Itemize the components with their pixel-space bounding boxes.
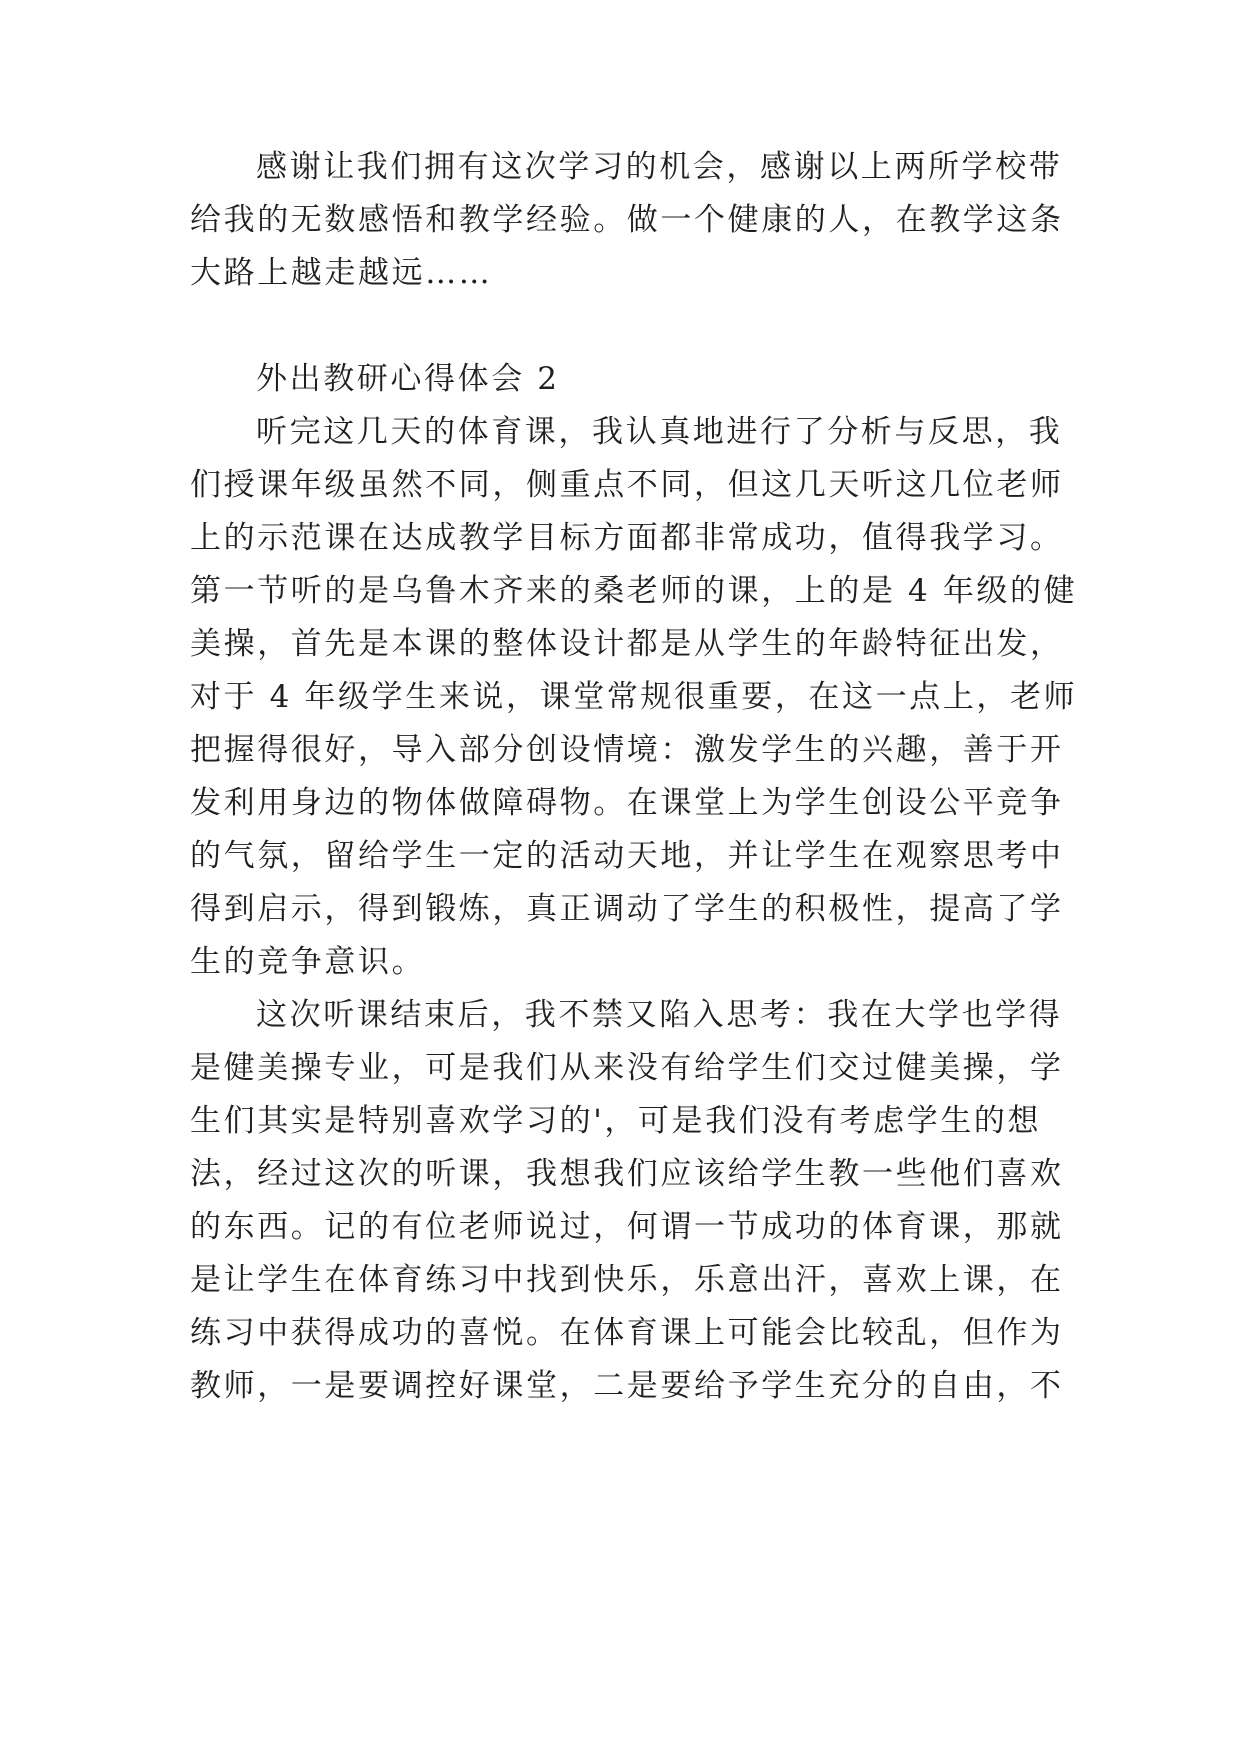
text-line: 们授课年级虽然不同，侧重点不同，但这几天听这几位老师: [190, 467, 1064, 503]
text-line: 生们其实是特别喜欢学习的'，可是我们没有考虑学生的想: [190, 1103, 1042, 1139]
text-line: 是健美操专业，可是我们从来没有给学生们交过健美操，学: [190, 1050, 1064, 1086]
text-line: 第一节听的是乌鲁木齐来的桑老师的课，上的是 4 年级的健: [190, 573, 1078, 609]
text-line: 练习中获得成功的喜悦。在体育课上可能会比较乱，但作为: [190, 1315, 1064, 1351]
text-line: 把握得很好，导入部分创设情境：激发学生的兴趣，善于开: [190, 732, 1064, 768]
section-heading: 外出教研心得体会 2: [256, 361, 560, 397]
text-line: 上的示范课在达成教学目标方面都非常成功，值得我学习。: [190, 520, 1064, 556]
text-line: 感谢让我们拥有这次学习的机会，感谢以上两所学校带: [256, 149, 1063, 185]
text-line: 的东西。记的有位老师说过，何谓一节成功的体育课，那就: [190, 1209, 1064, 1245]
text-line: 对于 4 年级学生来说，课堂常规很重要，在这一点上，老师: [190, 679, 1078, 715]
text-line: 法，经过这次的听课，我想我们应该给学生教一些他们喜欢: [190, 1156, 1064, 1192]
text-line: 给我的无数感悟和教学经验。做一个健康的人，在教学这条: [190, 202, 1064, 238]
text-line: 听完这几天的体育课，我认真地进行了分析与反思，我: [256, 414, 1063, 450]
text-line: 发利用身边的物体做障碍物。在课堂上为学生创设公平竞争: [190, 785, 1064, 821]
text-line: 大路上越走越远……: [190, 255, 493, 291]
text-line: 这次听课结束后，我不禁又陷入思考：我在大学也学得: [256, 997, 1063, 1033]
text-line: 教师，一是要调控好课堂，二是要给予学生充分的自由，不: [190, 1368, 1064, 1404]
text-line: 得到启示，得到锻炼，真正调动了学生的积极性，提高了学: [190, 891, 1064, 927]
text-line: 生的竞争意识。: [190, 944, 426, 980]
text-line: 的气氛，留给学生一定的活动天地，并让学生在观察思考中: [190, 838, 1064, 874]
text-line: 美操，首先是本课的整体设计都是从学生的年龄特征出发，: [190, 626, 1064, 662]
text-line: 是让学生在体育练习中找到快乐，乐意出汗，喜欢上课，在: [190, 1262, 1064, 1298]
